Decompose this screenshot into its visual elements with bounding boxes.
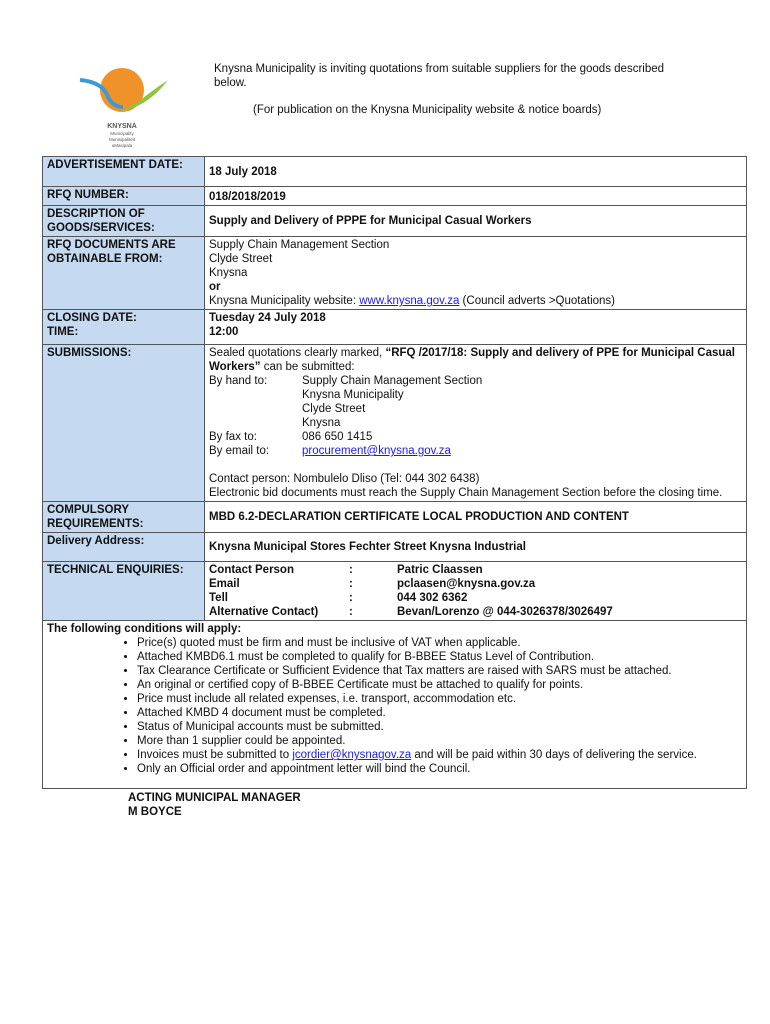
hand-label: By hand to: (209, 375, 268, 387)
svg-text:KNYSNA: KNYSNA (107, 123, 137, 130)
condition-item: • Attached KMBD6.1 must be completed to qualify for B-BBEE Status Level of Contribution. (137, 650, 738, 664)
hand-line: Supply Chain Management Section (302, 375, 483, 387)
closing (205, 310, 747, 345)
label-description: DESCRIPTION OF GOODS/SERVICES: (43, 206, 205, 237)
hand-line: Knysna (302, 417, 341, 429)
obtain-line: or (209, 281, 221, 293)
compulsory-requirements: MBD 6.2-DECLARATION CERTIFICATE LOCAL PRODUCTION AND CONTENT (205, 502, 747, 533)
fax-number: 086 650 1415 (302, 431, 373, 443)
invoice-suffix: and will be paid within 30 days of delivering the service. (411, 749, 697, 761)
label-obtainable: RFQ DOCUMENTS ARE OBTAINABLE FROM: (43, 237, 205, 310)
condition-item: • Only an Official order and appointment letter will bind the Council. (137, 762, 738, 776)
condition-item: • Tax Clearance Certificate or Sufficient Evidence that Tax matters are raised with SARS must be attached. (137, 664, 738, 678)
label-advert-date: ADVERTISEMENT DATE: (43, 157, 205, 187)
condition-item: • More than 1 supplier could be appointed. (137, 734, 738, 748)
svg-text:Municipality: Municipality (110, 131, 134, 136)
delivery-address: Knysna Municipal Stores Fechter Street Knysna Industrial (205, 533, 747, 562)
closing-date: Tuesday 24 July 2018 (209, 312, 326, 324)
hand-line: Knysna Municipality (302, 389, 404, 401)
condition-item: • Status of Municipal accounts must be submitted. (137, 720, 738, 734)
svg-text:uMasipala: uMasipala (111, 143, 133, 148)
tech-value: Patric Claassen (397, 564, 483, 576)
tech-value: Bevan/Lorenzo @ 044-3026378/3026497 (397, 606, 613, 618)
condition-item: • Attached KMBD 4 document must be completed. (137, 706, 738, 720)
obtainable-from (205, 237, 747, 310)
label-delivery: Delivery Address: (43, 533, 205, 562)
email-label: By email to: (209, 445, 270, 457)
time-label: TIME: (47, 326, 79, 338)
condition-item: • Price(s) quoted must be firm and must be inclusive of VAT when applicable. (137, 636, 738, 650)
contact-person: Contact person: Nombulelo Dliso (Tel: 044 302 6438) (209, 473, 480, 485)
electronic-note: Electronic bid documents must reach the Supply Chain Management Section before the closing time. (209, 487, 723, 499)
conditions (43, 621, 747, 789)
label-compulsory: COMPULSORY REQUIREMENTS: (43, 502, 205, 533)
sub-tail: can be submitted: (260, 361, 355, 373)
tech-key: Contact Person (209, 564, 294, 576)
label-rfq-number: RFQ NUMBER: (43, 187, 205, 206)
condition-item-invoice (137, 748, 738, 762)
rfq-number: 018/2018/2019 (205, 187, 747, 206)
closing-label: CLOSING DATE: (47, 312, 137, 324)
label-closing (43, 310, 205, 345)
tech-key: Email (209, 578, 240, 590)
advert-date: 18 July 2018 (205, 157, 747, 187)
technical-enquiries: Contact Person : Patric Claassen Email : pclaasen@knysna.gov.za Tell : 044 302 6362 Alternative Contact) : Bevan/Lorenzo @ 044-3026378/3026497 (205, 562, 747, 621)
closing-time: 12:00 (209, 326, 239, 338)
tech-value: 044 302 6362 (397, 592, 468, 604)
invoice-prefix: Invoices must be submitted to (137, 749, 293, 761)
obtain-line: Knysna (209, 267, 248, 279)
label-technical: TECHNICAL ENQUIRIES: (43, 562, 205, 621)
fax-label: By fax to: (209, 431, 257, 443)
tech-value: pclaasen@knysna.gov.za (397, 578, 536, 590)
hand-line: Clyde Street (302, 403, 366, 415)
website-prefix: Knysna Municipality website: (209, 295, 360, 307)
intro-text: Knysna Municipality is inviting quotations from suitable suppliers for the goods described below. (214, 63, 665, 89)
sub-intro: Sealed quotations clearly marked, (209, 347, 386, 359)
submissions (205, 345, 747, 502)
obtain-line: Supply Chain Management Section (209, 239, 390, 251)
rfq-table (42, 156, 747, 789)
label-submissions: SUBMISSIONS: (43, 345, 205, 502)
signatory-name: M BOYCE (128, 806, 182, 818)
procurement-email-link[interactable]: procurement@knysna.gov.za (302, 445, 451, 457)
website-suffix: (Council adverts >Quotations) (459, 295, 616, 307)
description: Supply and Delivery of PPPE for Municipal Casual Workers (205, 206, 747, 237)
knysna-logo (78, 62, 170, 152)
invoice-email-link[interactable]: jcordier@knysnagov.za (292, 749, 412, 761)
signature (128, 791, 301, 819)
publication-note: (For publication on the Knysna Municipality website & notice boards) (253, 104, 602, 116)
website-link[interactable]: www.knysna.gov.za (359, 295, 460, 307)
condition-item: • Price must include all related expenses, i.e. transport, accommodation etc. (137, 692, 738, 706)
obtain-line: Clyde Street (209, 253, 273, 265)
conditions-title: The following conditions will apply: (47, 623, 242, 635)
condition-item: • An original or certified copy of B-BBEE Certificate must be attached to qualify for points. (137, 678, 738, 692)
sub-title: “RFQ /2017/18: Supply and delivery of PPE for Municipal Casual Workers” (209, 347, 736, 373)
svg-text:Munisipaliteit: Munisipaliteit (108, 137, 136, 142)
tech-key: Tell (209, 592, 228, 604)
tech-key: Alternative Contact) (209, 606, 319, 618)
signatory-title: ACTING MUNICIPAL MANAGER (128, 792, 301, 804)
